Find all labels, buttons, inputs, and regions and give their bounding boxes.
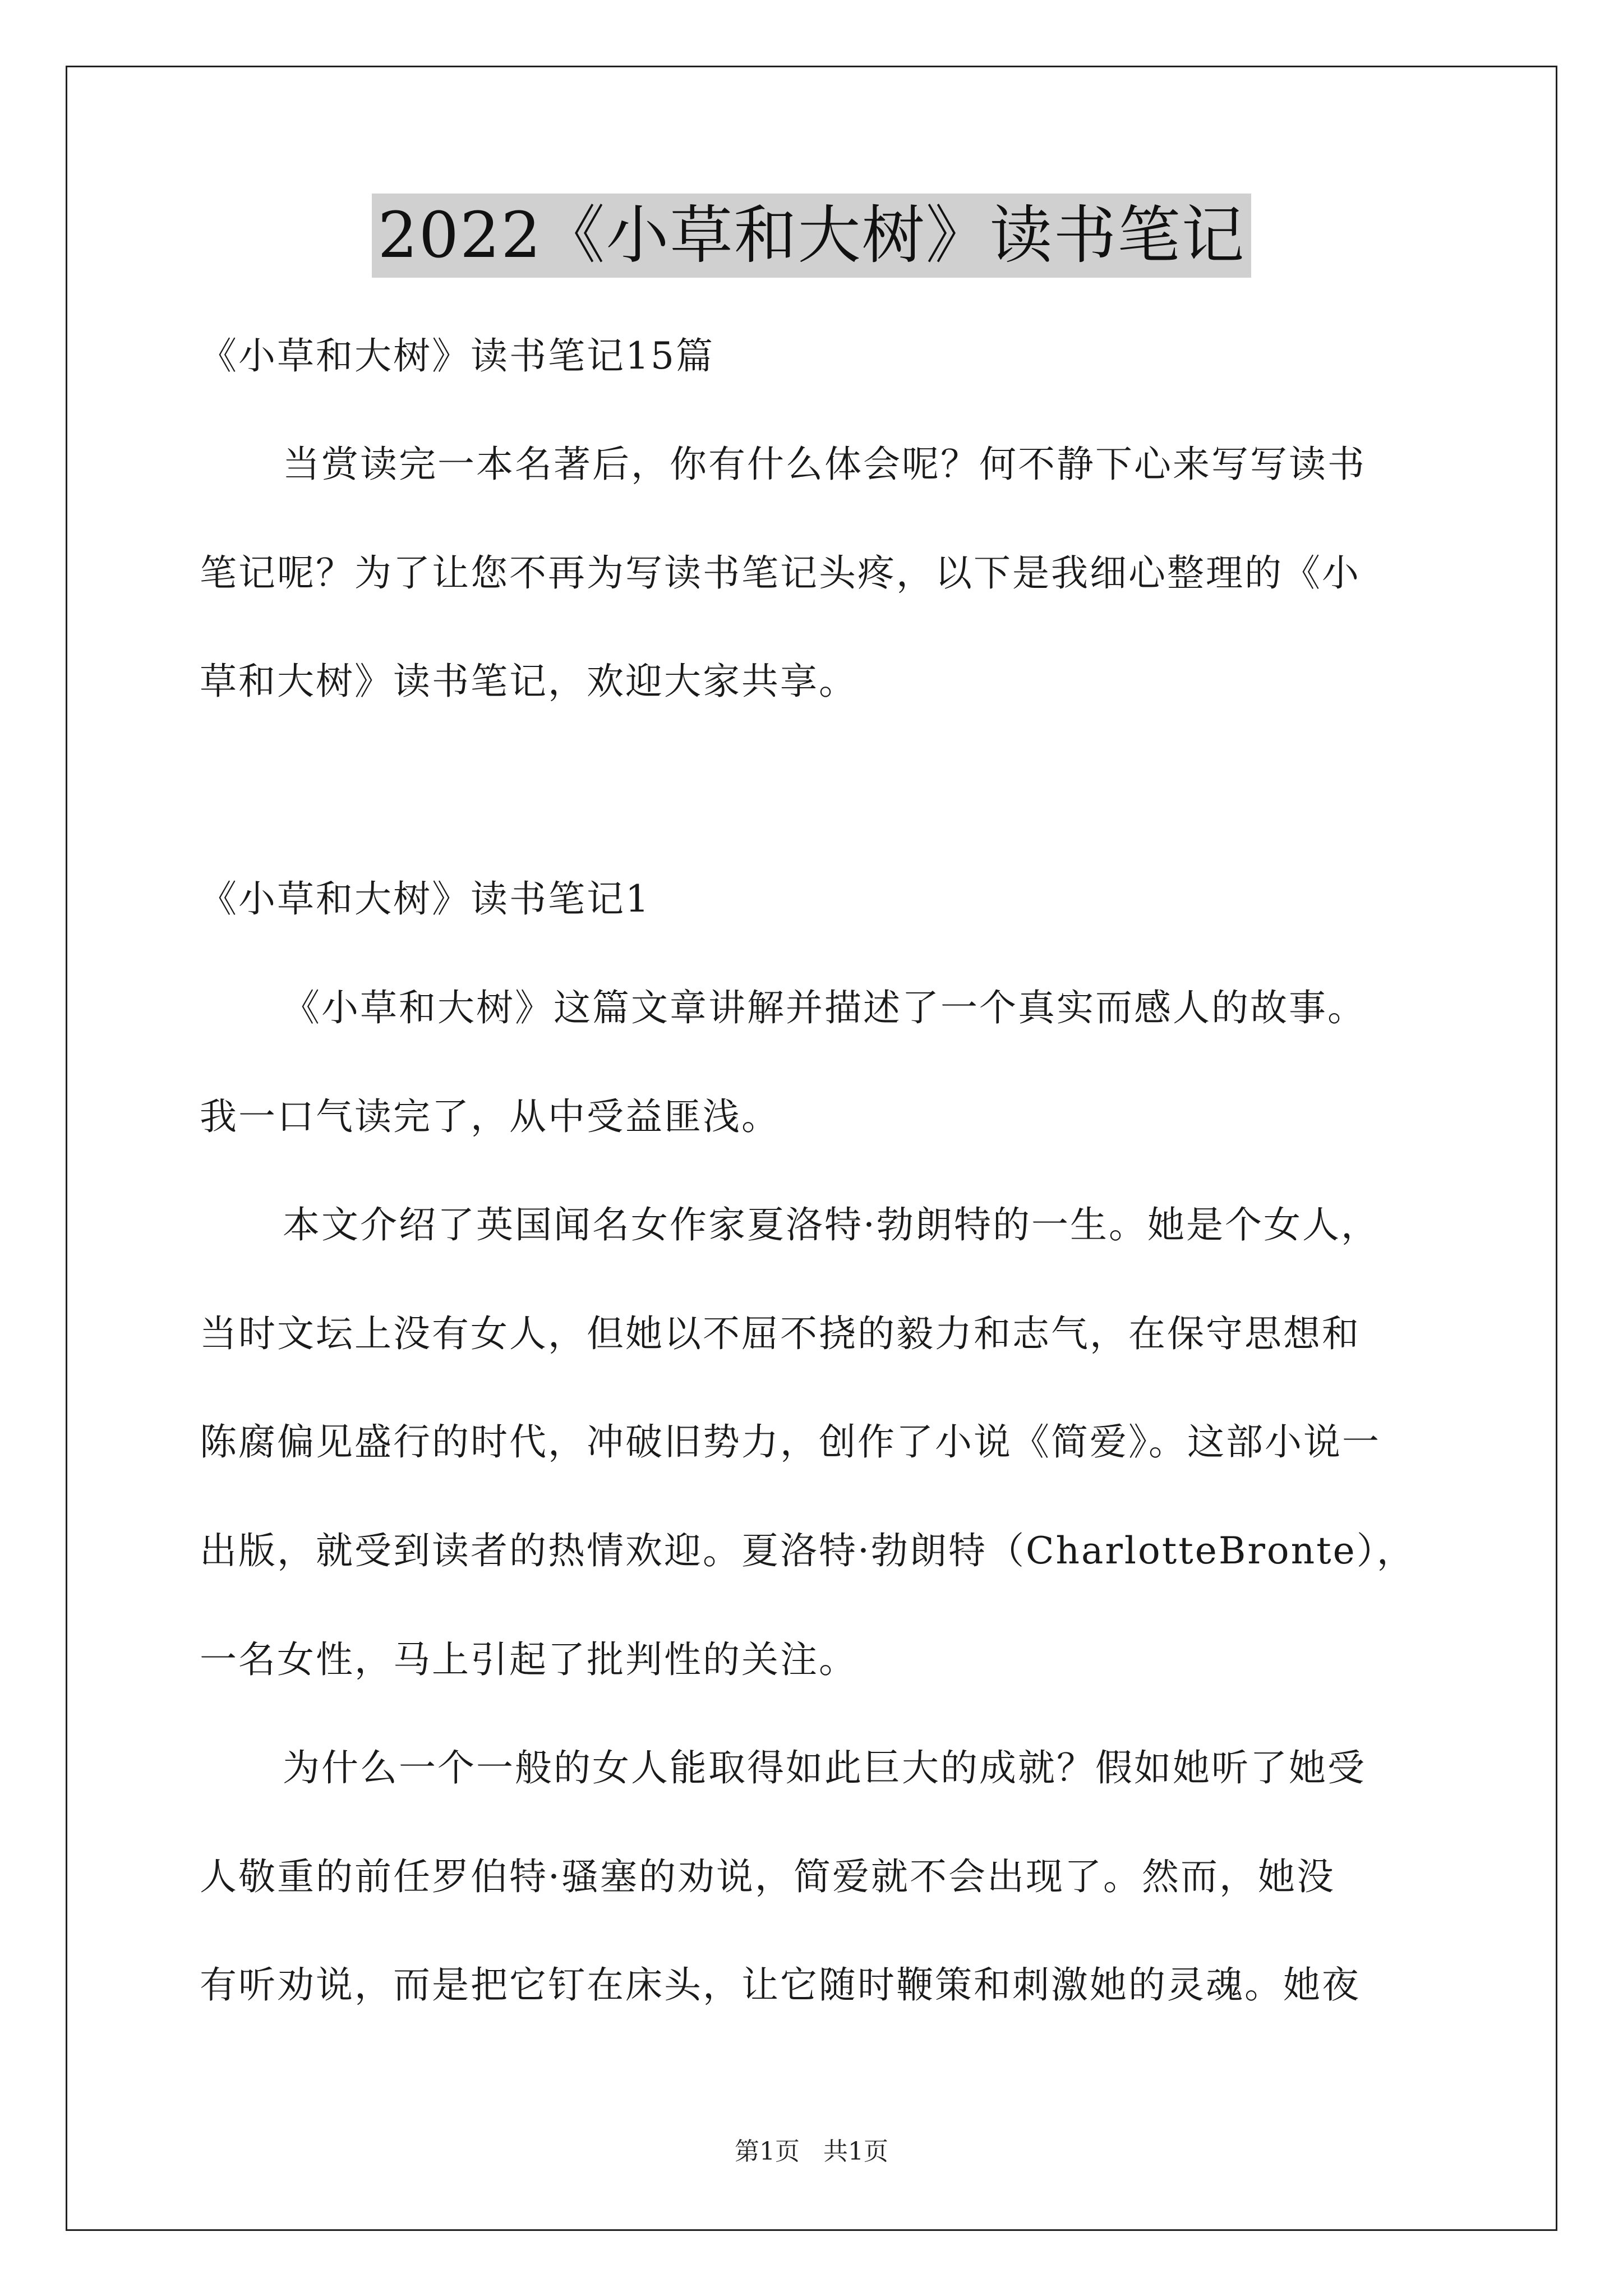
- page-number-footer: 第1页 共1页: [735, 2137, 888, 2166]
- paragraph-line: 当时文坛上没有女人，但她以不屈不挠的毅力和志气，在保守思想和: [200, 1312, 1361, 1355]
- page-frame: [66, 66, 1557, 2231]
- intro-line-1: 当赏读完一本名著后，你有什么体会呢？何不静下心来写写读书: [283, 443, 1366, 486]
- paragraph-line: 本文介绍了英国闻名女作家夏洛特·勃朗特的一生。她是个女人，: [283, 1203, 1380, 1246]
- intro-line-2: 笔记呢？为了让您不再为写读书笔记头疼，以下是我细心整理的《小: [200, 551, 1361, 595]
- paragraph-line: 陈腐偏见盛行的时代，冲破旧势力，创作了小说《简爱》。这部小说一: [200, 1420, 1381, 1464]
- paragraph-line: 我一口气读完了，从中受益匪浅。: [200, 1095, 780, 1138]
- paragraph-line: 《小草和大树》这篇文章讲解并描述了一个真实而感人的故事。: [283, 986, 1366, 1029]
- document-title: 2022《小草和大树》读书笔记: [372, 194, 1251, 278]
- paragraph-line: 有听劝说，而是把它钉在床头，让它随时鞭策和刺激她的灵魂。她夜: [200, 1963, 1361, 2007]
- paragraph-line: 一名女性，马上引起了批判性的关注。: [200, 1638, 857, 1681]
- paragraph-line: 人敬重的前任罗伯特·骚塞的劝说，简爱就不会出现了。然而，她没: [200, 1855, 1335, 1898]
- paragraph-line: 出版，就受到读者的热情欢迎。夏洛特·勃朗特（CharlotteBronte），: [200, 1529, 1415, 1572]
- title-wrap: [0, 194, 1623, 278]
- heading-collection: 《小草和大树》读书笔记15篇: [200, 334, 714, 378]
- paragraph-line: 为什么一个一般的女人能取得如此巨大的成就？假如她听了她受: [283, 1746, 1366, 1789]
- heading-note-1: 《小草和大树》读书笔记1: [200, 877, 651, 921]
- intro-line-3: 草和大树》读书笔记，欢迎大家共享。: [200, 660, 857, 703]
